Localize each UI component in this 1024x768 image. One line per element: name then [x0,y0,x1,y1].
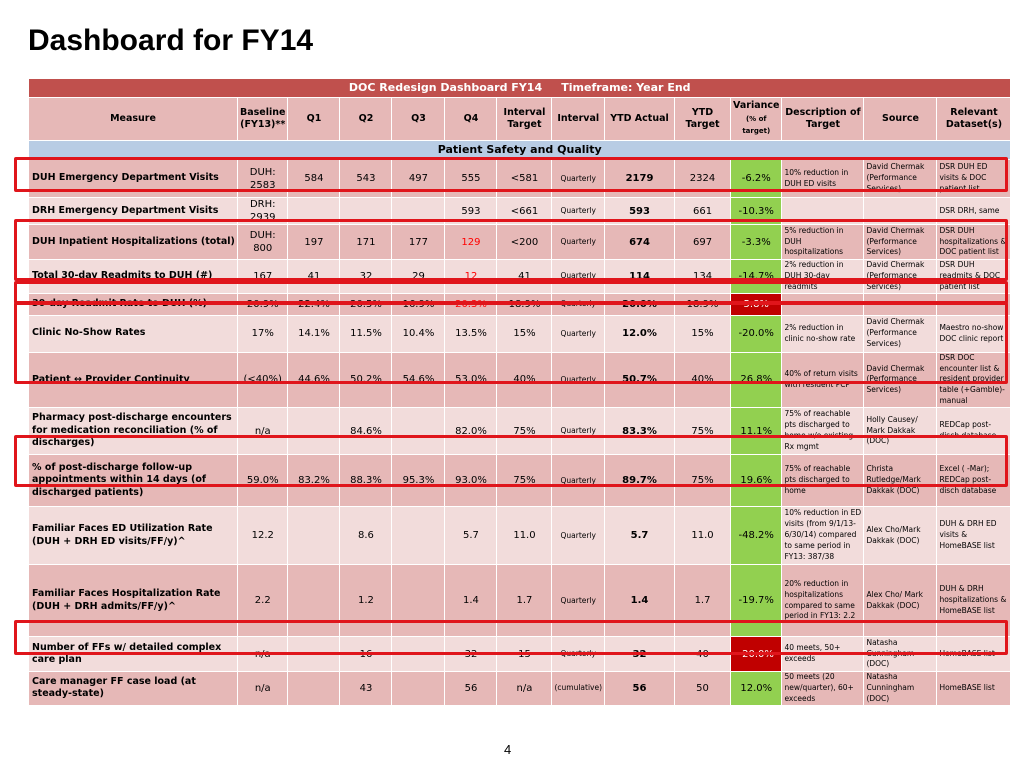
row-source: Natasha Cunningham (DOC) [864,672,937,706]
header-interval-target: Interval Target [497,98,552,141]
row-description: 50 meets (20 new/quarter), 60+ exceeds [782,672,864,706]
row-q3 [392,507,445,565]
row-interval-target: <661 [497,198,552,225]
row-dataset: DSR DUH hospitalizations & DOC patient list [937,225,1011,260]
row-description: 10% reduction in ED visits (from 9/1/13-6/30/14) compared to same period in FY13: 387/38 [782,507,864,565]
row-dataset: Excel ( -Mar); REDCap post-disch database [937,455,1011,507]
row-interval: Quarterly [552,293,605,315]
table-row [29,672,1011,706]
row-q4: 56 [445,672,497,706]
slide-title: Dashboard for FY14 [28,24,314,57]
row-dataset: DSR DRH, same [937,198,1011,225]
row-ytd-actual: 89.7% [605,455,675,507]
row-description: 5% reduction in DUH hospitalizations [782,225,864,260]
header-dataset: Relevant Dataset(s) [937,98,1011,141]
row-ytd-actual: 20.0% [605,293,675,315]
row-ytd-target: 18.9% [675,293,731,315]
row-q1: 22.4% [288,293,340,315]
row-interval: Quarterly [552,160,605,198]
row-interval: Quarterly [552,352,605,407]
row-q3 [392,565,445,637]
row-baseline: n/a [238,408,288,455]
row-q1: 197 [288,225,340,260]
row-dataset: Maestro no-show DOC clinic report [937,315,1011,352]
row-variance: 19.6% [731,455,782,507]
row-q2: 8.6 [340,507,392,565]
dashboard-table [28,78,1011,706]
row-q4: 129 [445,225,497,260]
header-baseline: Baseline (FY13)** [238,98,288,141]
row-description: 40% of return visits with resident PCP [782,352,864,407]
row-q3 [392,198,445,225]
row-ytd-actual: 1.4 [605,565,675,637]
row-ytd-actual: 593 [605,198,675,225]
row-variance: -20.0% [731,637,782,672]
row-interval-target: 1.7 [497,565,552,637]
row-q3 [392,672,445,706]
table-row [29,408,1011,455]
section-header: Patient Safety and Quality [29,141,1011,160]
row-q1: 584 [288,160,340,198]
row-dataset: DUH & DRH hospitalizations & HomeBASE list [937,565,1011,637]
row-q3: 177 [392,225,445,260]
row-ytd-target: 134 [675,260,731,294]
row-interval: Quarterly [552,225,605,260]
header-variance-label: Variance [733,100,780,112]
row-ytd-target: 40 [675,637,731,672]
row-dataset: REDCap post-disch database [937,408,1011,455]
row-ytd-target: 1.7 [675,565,731,637]
row-dataset: DSR DUH readmits & DOC patient list [937,260,1011,294]
row-ytd-actual: 114 [605,260,675,294]
row-baseline: 59.0% [238,455,288,507]
row-interval: Quarterly [552,637,605,672]
row-dataset: DSR DUH ED visits & DOC patient list [937,160,1011,198]
header-ytd-target: YTD Target [675,98,731,141]
row-q3 [392,408,445,455]
table-row [29,352,1011,407]
row-interval-target: 75% [497,455,552,507]
row-q2: 84.6% [340,408,392,455]
row-q3: 95.3% [392,455,445,507]
row-dataset: HomeBASE list [937,637,1011,672]
row-ytd-target: 75% [675,455,731,507]
row-q1 [288,565,340,637]
row-ytd-target: 40% [675,352,731,407]
row-description [782,198,864,225]
row-q3: 29 [392,260,445,294]
row-ytd-actual: 83.3% [605,408,675,455]
row-q1 [288,637,340,672]
header-description: Description of Target [782,98,864,141]
header-variance-sub: (% of target) [742,114,771,136]
header-q1: Q1 [288,98,340,141]
table-row [29,637,1011,672]
row-measure: Clinic No-Show Rates [29,315,238,352]
row-dataset [937,293,1011,315]
row-description: 75% of reachable pts discharged to home w/o existing Rx mgmt [782,408,864,455]
table-row [29,293,1011,315]
row-baseline: n/a [238,637,288,672]
row-interval-target: 15 [497,637,552,672]
row-description: 75% of reachable pts discharged to home [782,455,864,507]
header-source: Source [864,98,937,141]
row-dataset: DUH & DRH ED visits & HomeBASE list [937,507,1011,565]
row-baseline: DUH: 800 [238,225,288,260]
row-variance: -48.2% [731,507,782,565]
row-variance: -10.3% [731,198,782,225]
row-ytd-target: 50 [675,672,731,706]
row-source [864,293,937,315]
row-baseline: 12.2 [238,507,288,565]
row-q4: 13.5% [445,315,497,352]
row-q4: 1.4 [445,565,497,637]
row-q2: 43 [340,672,392,706]
row-ytd-target: 2324 [675,160,731,198]
row-dataset: DSR DOC encounter list & resident provider table (+Gamble)- manual [937,352,1011,407]
row-description: 20% reduction in hospitalizations compared to same period in FY13: 2.2 [782,565,864,637]
row-ytd-actual: 50.7% [605,352,675,407]
table-row [29,225,1011,260]
row-variance: 12.0% [731,672,782,706]
row-source: David Chermak (Performance Services) [864,225,937,260]
row-baseline: DRH: 2939 [238,198,288,225]
row-variance: -14.7% [731,260,782,294]
row-baseline: DUH: 2583 [238,160,288,198]
row-measure: Number of FFs w/ detailed complex care plan [29,637,238,672]
row-measure: Patient ↔ Provider Continuity [29,352,238,407]
row-measure: DUH Inpatient Hospitalizations (total) [29,225,238,260]
row-q4: 5.7 [445,507,497,565]
row-q2: 16 [340,637,392,672]
table-row [29,198,1011,225]
header-q4: Q4 [445,98,497,141]
row-description: 2% reduction in clinic no-show rate [782,315,864,352]
table-row [29,315,1011,352]
row-interval-target: 75% [497,408,552,455]
table-row [29,455,1011,507]
row-ytd-target: 75% [675,408,731,455]
row-description: 40 meets, 50+ exceeds [782,637,864,672]
row-q1 [288,198,340,225]
row-q4: 593 [445,198,497,225]
row-q4: 12 [445,260,497,294]
row-q2: 11.5% [340,315,392,352]
row-q1: 44.6% [288,352,340,407]
row-ytd-actual: 5.7 [605,507,675,565]
row-description [782,293,864,315]
header-measure: Measure [29,98,238,141]
table-row [29,160,1011,198]
row-source: Alex Cho/Mark Dakkak (DOC) [864,507,937,565]
row-q2: 171 [340,225,392,260]
row-source: Natasha Cunningham (DOC) [864,637,937,672]
row-source: Holly Causey/ Mark Dakkak (DOC) [864,408,937,455]
row-q1 [288,408,340,455]
row-q2: 1.2 [340,565,392,637]
row-q1: 83.2% [288,455,340,507]
row-description: 10% reduction in DUH ED visits [782,160,864,198]
row-ytd-target: 697 [675,225,731,260]
row-interval-target: 40% [497,352,552,407]
row-interval: Quarterly [552,507,605,565]
row-q2: 543 [340,160,392,198]
row-measure: Familiar Faces Hospitalization Rate (DUH + DRH admits/FF/y)^ [29,565,238,637]
row-source: David Chermak (Performance Services) [864,260,937,294]
row-q3: 10.4% [392,315,445,352]
row-variance: -19.7% [731,565,782,637]
row-variance: 26.8% [731,352,782,407]
row-interval: Quarterly [552,260,605,294]
row-baseline: n/a [238,672,288,706]
row-baseline: 167 [238,260,288,294]
row-source [864,198,937,225]
row-measure: Total 30-day Readmits to DUH (#) [29,260,238,294]
row-q1: 41 [288,260,340,294]
row-q3: 497 [392,160,445,198]
row-ytd-target: 661 [675,198,731,225]
row-q2: 88.3% [340,455,392,507]
row-measure: DRH Emergency Department Visits [29,198,238,225]
row-source: Christa Rutledge/Mark Dakkak (DOC) [864,455,937,507]
row-q3: 54.6% [392,352,445,407]
row-variance: -3.3% [731,225,782,260]
row-variance: -20.0% [731,315,782,352]
row-q4: 82.0% [445,408,497,455]
row-source: David Chermak (Performance Services) [864,352,937,407]
row-q1: 14.1% [288,315,340,352]
row-variance: 11.1% [731,408,782,455]
row-interval-target: 18.9% [497,293,552,315]
row-dataset: HomeBASE list [937,672,1011,706]
row-interval-target: 15% [497,315,552,352]
row-q4: 93.0% [445,455,497,507]
row-source: Alex Cho/ Mark Dakkak (DOC) [864,565,937,637]
row-interval-target: 11.0 [497,507,552,565]
row-ytd-target: 15% [675,315,731,352]
row-ytd-actual: 2179 [605,160,675,198]
row-measure: Familiar Faces ED Utilization Rate (DUH + DRH ED visits/FF/y)^ [29,507,238,565]
row-interval-target: <581 [497,160,552,198]
header-q2: Q2 [340,98,392,141]
row-measure: 30-day Readmit Rate to DUH (%) [29,293,238,315]
row-q3 [392,637,445,672]
row-variance: 5.8% [731,293,782,315]
row-interval: Quarterly [552,565,605,637]
row-ytd-actual: 674 [605,225,675,260]
row-baseline: 20.9% [238,293,288,315]
row-q2 [340,198,392,225]
row-q4: 555 [445,160,497,198]
row-variance: -6.2% [731,160,782,198]
row-ytd-actual: 56 [605,672,675,706]
slide-number: 4 [504,742,512,757]
table-row [29,260,1011,294]
row-q2: 50.2% [340,352,392,407]
row-q2: 32 [340,260,392,294]
table-row [29,565,1011,637]
row-baseline: 17% [238,315,288,352]
row-ytd-target: 11.0 [675,507,731,565]
row-interval-target: <200 [497,225,552,260]
table-banner: DOC Redesign Dashboard FY14 Timeframe: Year End [29,79,1011,98]
row-q4: 53.0% [445,352,497,407]
table-row [29,507,1011,565]
row-description: 2% reduction in DUH 30-day readmits [782,260,864,294]
row-q3: 16.9% [392,293,445,315]
row-interval: Quarterly [552,408,605,455]
row-interval-target: 41 [497,260,552,294]
row-interval: Quarterly [552,198,605,225]
header-q3: Q3 [392,98,445,141]
row-ytd-actual: 12.0% [605,315,675,352]
row-measure: Pharmacy post-discharge encounters for medication reconciliation (% of discharges) [29,408,238,455]
row-interval: Quarterly [552,315,605,352]
row-q1 [288,672,340,706]
row-q4: 32 [445,637,497,672]
header-variance [731,98,782,141]
row-baseline: 2.2 [238,565,288,637]
row-ytd-actual: 32 [605,637,675,672]
row-q2: 20.5% [340,293,392,315]
row-q4: 20.3% [445,293,497,315]
row-interval: Quarterly [552,455,605,507]
row-source: David Chermak (Performance Services) [864,160,937,198]
row-measure: Care manager FF case load (at steady-state) [29,672,238,706]
row-interval: (cumulative) [552,672,605,706]
row-baseline: (<40%) [238,352,288,407]
row-measure: % of post-discharge follow-up appointments within 14 days (of discharged patients) [29,455,238,507]
row-measure: DUH Emergency Department Visits [29,160,238,198]
header-interval: Interval [552,98,605,141]
header-ytd-actual: YTD Actual [605,98,675,141]
row-q1 [288,507,340,565]
row-interval-target: n/a [497,672,552,706]
row-source: David Chermak (Performance Services) [864,315,937,352]
